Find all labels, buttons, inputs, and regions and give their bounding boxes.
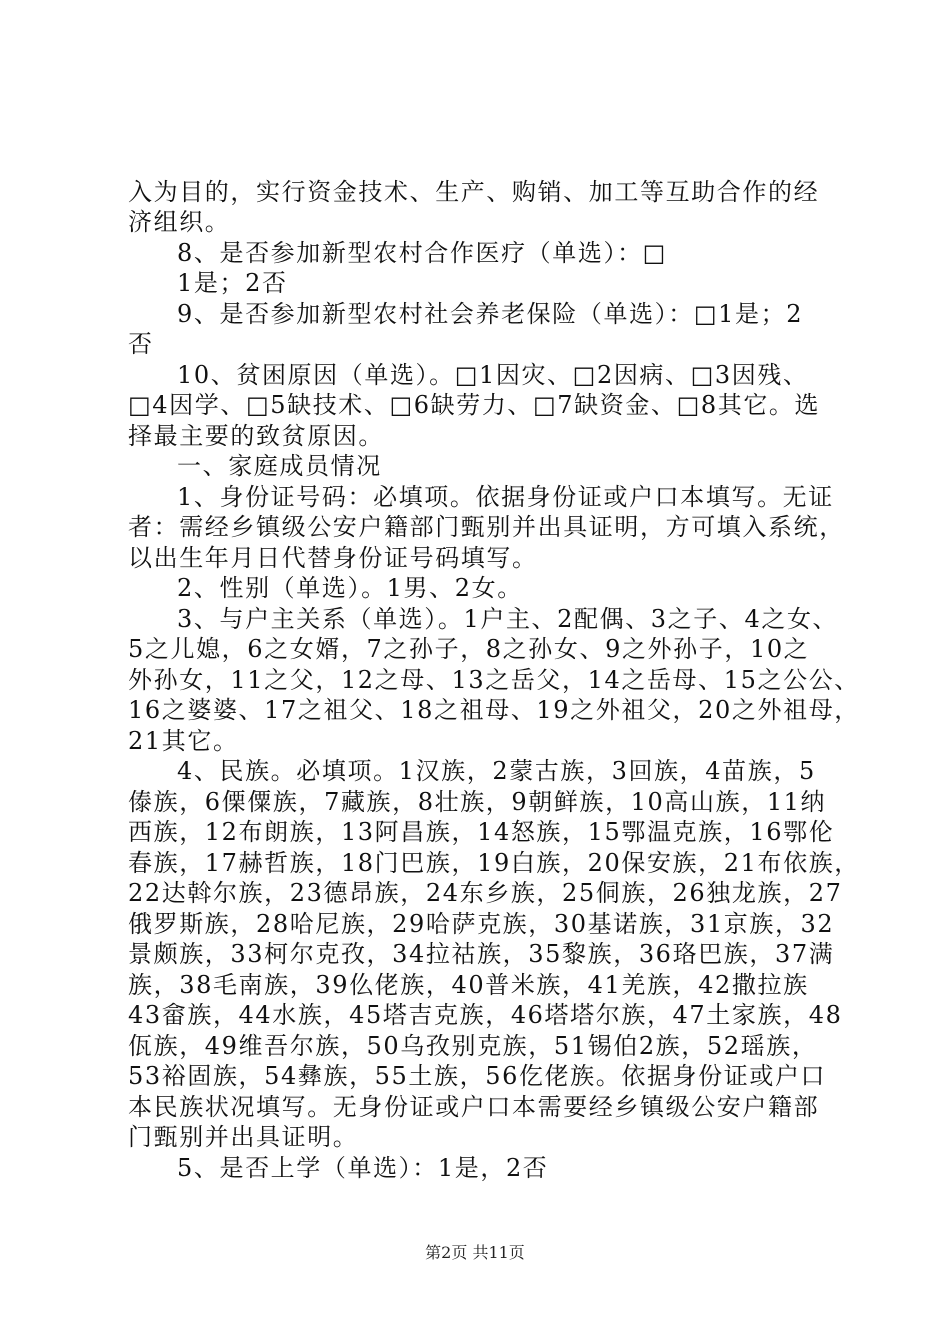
text-line: □4因学、□5缺技术、□6缺劳力、□7缺资金、□8其它。选 bbox=[128, 391, 821, 419]
text-line: 外孙女，11之父，12之母、13之岳父，14之岳母、15之公公、 bbox=[128, 666, 860, 694]
text-line: 入为目的，实行资金技术、生产、购销、加工等互助合作的经 bbox=[128, 178, 820, 206]
text-line: 3、与户主关系（单选）。1户主、2配偶、3之子、4之女、 bbox=[177, 605, 839, 633]
text-line: 否 bbox=[128, 330, 154, 358]
text-line: 16之婆婆、17之祖父、18之祖母、19之外祖父，20之外祖母， bbox=[128, 696, 860, 724]
text-line: 春族，17赫哲族，18门巴族，19白族，20保安族，21布依族， bbox=[128, 849, 860, 877]
text-line: 5、是否上学（单选）：1是，2否 bbox=[177, 1154, 549, 1182]
text-line: 以出生年月日代替身份证号码填写。 bbox=[128, 544, 538, 572]
text-line: 西族，12布朗族，13阿昌族，14怒族，15鄂温克族，16鄂伦 bbox=[128, 818, 835, 846]
page-footer: 第2页 共11页 bbox=[425, 1243, 525, 1262]
text-line: 43畲族，44水族，45塔吉克族，46塔塔尔族，47土家族，48 bbox=[128, 1001, 843, 1029]
text-line: 1、身份证号码：必填项。依据身份证或户口本填写。无证 bbox=[177, 483, 834, 511]
text-line: 者：需经乡镇级公安户籍部门甄别并出具证明，方可填入系统， bbox=[128, 513, 845, 541]
text-line: 济组织。 bbox=[128, 208, 231, 236]
text-line: 1是；2否 bbox=[177, 269, 288, 297]
text-line: 门甄别并出具证明。 bbox=[128, 1123, 359, 1151]
text-line: 佤族，49维吾尔族，50乌孜别克族，51锡伯2族，52瑶族， bbox=[128, 1032, 818, 1060]
text-line: 俄罗斯族，28哈尼族，29哈萨克族，30基诺族，31京族，32 bbox=[128, 910, 835, 938]
text-line: 傣族，6傈僳族，7藏族，8壮族，9朝鲜族，10高山族，11纳 bbox=[128, 788, 827, 816]
text-line: 2、性别（单选）。1男、2女。 bbox=[177, 574, 523, 602]
text-line: 择最主要的致贫原因。 bbox=[128, 422, 384, 450]
text-line: 53裕固族，54彝族，55土族，56仡佬族。依据身份证或户口 bbox=[128, 1062, 827, 1090]
text-line: 22达斡尔族，23德昂族，24东乡族，25侗族，26独龙族，27 bbox=[128, 879, 843, 907]
text-line: 4、民族。必填项。1汉族，2蒙古族，3回族，4苗族，5 bbox=[177, 757, 816, 785]
text-line: 5之儿媳，6之女婿，7之孙子，8之孙女、9之外孙子，10之 bbox=[128, 635, 810, 663]
text-line: 8、是否参加新型农村合作医疗（单选）：□ bbox=[177, 239, 667, 267]
text-line: 族，38毛南族，39仫佬族，40普米族，41羌族，42撒拉族 bbox=[128, 971, 809, 999]
text-line: 景颇族，33柯尔克孜，34拉祜族，35黎族，36珞巴族，37满 bbox=[128, 940, 835, 968]
text-line: 本民族状况填写。无身份证或户口本需要经乡镇级公安户籍部 bbox=[128, 1093, 820, 1121]
section-heading: 一、家庭成员情况 bbox=[177, 452, 382, 480]
text-line: 10、贫困原因（单选）。□1因灾、□2因病、□3因残、 bbox=[177, 361, 809, 389]
text-line: 9、是否参加新型农村社会养老保险（单选）：□1是；2 bbox=[177, 300, 804, 328]
text-line: 21其它。 bbox=[128, 727, 239, 755]
